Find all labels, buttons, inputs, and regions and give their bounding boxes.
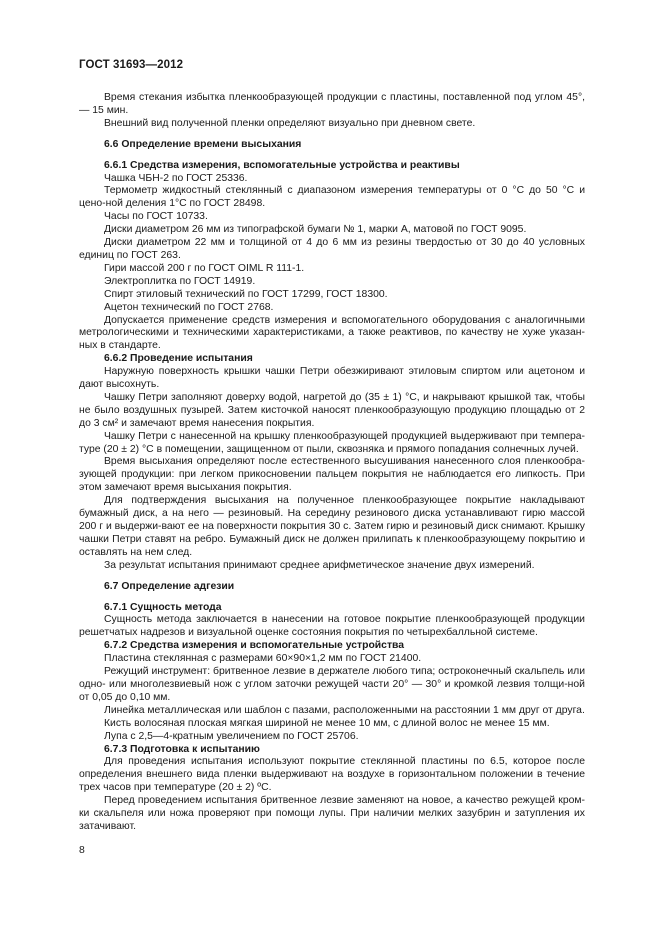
paragraph: Диски диаметром 26 мм из типографской бумаги № 1, марки А, матовой по ГОСТ 9095. xyxy=(104,224,527,236)
paragraph: Перед проведением испытания бритвенное лезвие заменяют на новое, а качество режущей кром-ки скальпеля или ножа проверяют при помощи лупы. При наличии мелких зазубрин и затупления их затачивают. xyxy=(79,795,585,832)
paragraph: Время стекания избытка пленкообразующей продукции с пластины, поставленной под углом 45°, — 15 мин. xyxy=(79,92,585,116)
paragraph: Кисть волосяная плоская мягкая шириной не менее 10 мм, с длиной волос не менее 15 мм. xyxy=(104,717,550,729)
paragraph: Электроплитка по ГОСТ 14919. xyxy=(104,275,256,287)
paragraph: Гири массой 200 г по ГОСТ OIML R 111-1. xyxy=(104,262,305,274)
section-gap xyxy=(79,152,585,160)
paragraph: Чашка ЧБН-2 по ГОСТ 25336. xyxy=(104,172,248,184)
document-header: ГОСТ 31693—2012 xyxy=(79,59,184,71)
paragraph: Режущий инструмент: бритвенное лезвие в держателе любого типа; остроконечный скальпель или одно- или многолезвиевый нож с углом заточки режущей части 20° — 30° и кромкой лезвия толщи-ной от 0,05 до 0,10 мм. xyxy=(79,666,585,703)
paragraph: Часы по ГОСТ 10733. xyxy=(104,211,208,223)
paragraph: Сущность метода заключается в нанесении на готовое покрытие пленкообразующей продукции решетчатых надрезов и визуальной оценке состояния покрытия по четырехбалльной системе. xyxy=(79,614,585,639)
paragraph: Термометр жидкостный стеклянный с диапазоном измерения температуры от 0 °С до 50 °С и цено-ной деления 1°С по ГОСТ 28498. xyxy=(79,185,585,210)
section-gap xyxy=(79,573,585,581)
section-heading: 6.7 Определение адгезии xyxy=(104,580,235,592)
paragraph: Чашку Петри с нанесенной на крышку пленкообразующей продукцией выдерживают при темпера-туре (20 ± 2) °С в помещении, защищенном от пыли, сквозняка и прямого попадания солнечных лучей. xyxy=(79,430,585,455)
paragraph: Внешний вид полученной пленки определяют визуально при дневном свете. xyxy=(104,117,476,129)
paragraph: Для подтверждения высыхания на полученное пленкообразующее покрытие накладывают бумажный диск, а на него — резиновый. На середину резинового диска устанавливают гирю массой 200 г и выдержи-вают ее на поверхности покрытия 30 с. Затем гирю и резиновый диск снимают. Крышку чашки Петри ставят на ребро. Бумажный диск не должен прилипать к пленкообразующему покрытию и оставлять на нем след. xyxy=(79,495,585,558)
paragraph: Ацетон технический по ГОСТ 2768. xyxy=(104,301,274,313)
paragraph: Время высыхания определяют после естественного высушивания нанесенного слоя пленкообра-зующей продукции: при легком прикосновении пальцем покрытия не наблюдается его липкость. При этом замечают время высыхания покрытия. xyxy=(79,456,585,494)
section-heading: 6.6 Определение времени высыхания xyxy=(104,138,302,150)
paragraph: Чашку Петри заполняют доверху водой, нагретой до (35 ± 1) °С, и накрывают крышкой так, чтобы не было воздушных пузырей. Затем кисточкой наносят пленкообразующую продукцию площадью от 2 до 3 см² и замечают время нанесения покрытия. xyxy=(79,391,585,429)
paragraph: За результат испытания принимают среднее арифметическое значение двух измерений. xyxy=(104,559,535,571)
paragraph: Линейка металлическая или шаблон с пазами, расположенными на расстоянии 1 мм друг от друга. xyxy=(104,704,585,716)
section-gap xyxy=(79,594,585,602)
paragraph: Диски диаметром 22 мм и толщиной от 4 до 6 мм из резины твердостью от 30 до 40 условных единиц по ГОСТ 263. xyxy=(79,237,585,261)
paragraph: Для проведения испытания используют покрытие стеклянной пластины по 6.5, которое после определения внешнего вида пленки выдерживают на воздухе в горизонтальном положении в течение трех часов при температуре (20 ± 2) ºС. xyxy=(79,756,585,794)
paragraph: Спирт этиловый технический по ГОСТ 17299, ГОСТ 18300. xyxy=(104,288,388,300)
section-heading: 6.6.2 Проведение испытания xyxy=(104,353,253,365)
section-heading: 6.7.2 Средства измерения и вспомогательные устройства xyxy=(104,640,405,652)
document-body xyxy=(79,92,585,834)
paragraph: Лупа с 2,5—4-кратным увеличением по ГОСТ 25706. xyxy=(104,730,359,742)
paragraph: Пластина стеклянная с размерами 60×90×1,2 мм по ГОСТ 21400. xyxy=(104,653,422,665)
page-number: 8 xyxy=(79,845,85,856)
paragraph: Наружную поверхность крышки чашки Петри обезжиривают этиловым спиртом или ацетоном и дают высохнуть. xyxy=(79,366,585,391)
paragraph: Допускается применение средств измерения и вспомогательного оборудования с аналогичными метрологическими и техническими характеристиками, а также реактивов, по качеству не хуже указан-ных в стандарте. xyxy=(79,314,585,352)
section-heading: 6.7.1 Сущность метода xyxy=(104,601,222,613)
section-heading: 6.7.3 Подготовка к испытанию xyxy=(104,743,260,755)
section-gap xyxy=(79,131,585,139)
section-heading: 6.6.1 Средства измерения, вспомогательные устройства и реактивы xyxy=(104,159,460,171)
